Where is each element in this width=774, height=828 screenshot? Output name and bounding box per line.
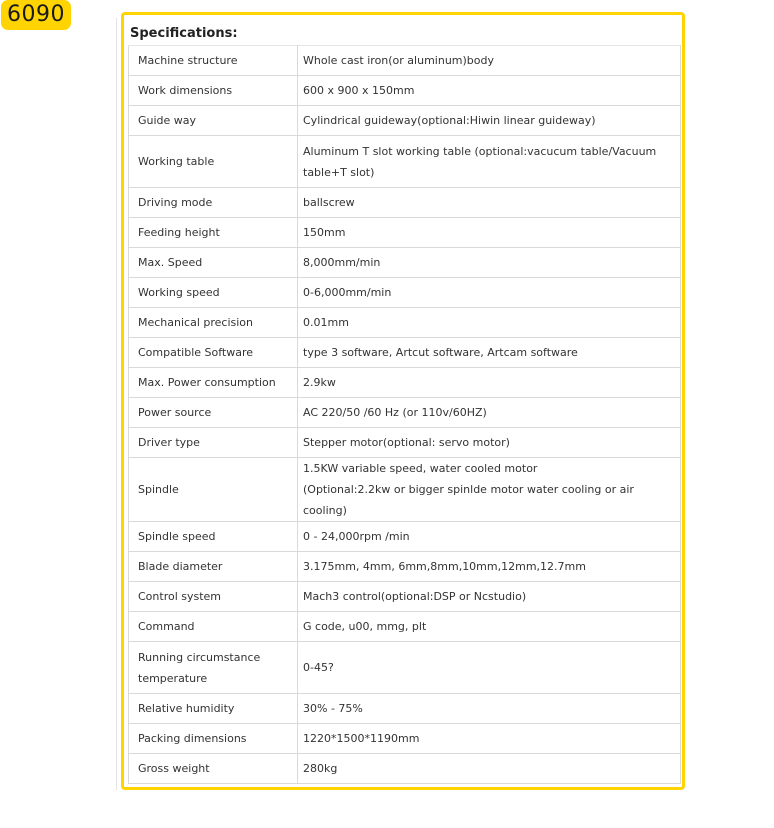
specifications-title: Specifications: bbox=[130, 26, 238, 41]
spec-value: type 3 software, Artcut software, Artcam software bbox=[298, 338, 681, 368]
spec-value: AC 220/50 /60 Hz (or 110v/60HZ) bbox=[298, 398, 681, 428]
spec-row-max-speed bbox=[129, 248, 681, 278]
spec-label: Spindle speed bbox=[129, 522, 298, 552]
spec-row-running-temperature bbox=[129, 642, 681, 694]
spec-label: Mechanical precision bbox=[129, 308, 298, 338]
spec-value: 2.9kw bbox=[298, 368, 681, 398]
spec-row-feeding-height bbox=[129, 218, 681, 248]
spec-label: Command bbox=[129, 612, 298, 642]
spec-label: Spindle bbox=[129, 458, 298, 522]
spec-value-line-2: (Optional:2.2kw or bigger spinlde motor water cooling or air cooling) bbox=[303, 483, 634, 517]
spec-value: G code, u00, mmg, plt bbox=[298, 612, 681, 642]
spec-value: 0-6,000mm/min bbox=[298, 278, 681, 308]
spec-label: Packing dimensions bbox=[129, 724, 298, 754]
spec-row-mechanical-precision bbox=[129, 308, 681, 338]
spec-row-working-speed bbox=[129, 278, 681, 308]
spec-value: ballscrew bbox=[298, 188, 681, 218]
spec-value-line-1: 1.5KW variable speed, water cooled motor bbox=[303, 462, 538, 475]
spec-row-max-power-consumption bbox=[129, 368, 681, 398]
spec-row-spindle bbox=[129, 458, 681, 522]
spec-label: Gross weight bbox=[129, 754, 298, 784]
spec-label: Driving mode bbox=[129, 188, 298, 218]
spec-value: Stepper motor(optional: servo motor) bbox=[298, 428, 681, 458]
spec-value: 600 x 900 x 150mm bbox=[298, 76, 681, 106]
spec-label: Control system bbox=[129, 582, 298, 612]
spec-row-control-system bbox=[129, 582, 681, 612]
spec-row-guide-way bbox=[129, 106, 681, 136]
spec-value: 0 - 24,000rpm /min bbox=[298, 522, 681, 552]
spec-value: Cylindrical guideway(optional:Hiwin linear guideway) bbox=[298, 106, 681, 136]
spec-value bbox=[298, 458, 681, 522]
spec-value: 280kg bbox=[298, 754, 681, 784]
spec-value: 0.01mm bbox=[298, 308, 681, 338]
left-divider bbox=[116, 18, 117, 790]
spec-value: Aluminum T slot working table (optional:vacucum table/Vacuum table+T slot) bbox=[298, 136, 681, 188]
spec-row-working-table bbox=[129, 136, 681, 188]
spec-row-machine-structure bbox=[129, 46, 681, 76]
spec-row-spindle-speed bbox=[129, 522, 681, 552]
spec-label: Driver type bbox=[129, 428, 298, 458]
spec-value: 150mm bbox=[298, 218, 681, 248]
spec-row-packing-dimensions bbox=[129, 724, 681, 754]
specifications-panel bbox=[121, 12, 685, 790]
spec-row-work-dimensions bbox=[129, 76, 681, 106]
spec-value: 3.175mm, 4mm, 6mm,8mm,10mm,12mm,12.7mm bbox=[298, 552, 681, 582]
spec-value: Whole cast iron(or aluminum)body bbox=[298, 46, 681, 76]
spec-label: Blade diameter bbox=[129, 552, 298, 582]
spec-row-compatible-software bbox=[129, 338, 681, 368]
spec-label: Relative humidity bbox=[129, 694, 298, 724]
spec-row-command bbox=[129, 612, 681, 642]
spec-label: Max. Speed bbox=[129, 248, 298, 278]
spec-label: Working speed bbox=[129, 278, 298, 308]
spec-value: 8,000mm/min bbox=[298, 248, 681, 278]
spec-label: Feeding height bbox=[129, 218, 298, 248]
spec-row-power-source bbox=[129, 398, 681, 428]
spec-label: Machine structure bbox=[129, 46, 298, 76]
spec-value: 30% - 75% bbox=[298, 694, 681, 724]
specifications-table bbox=[128, 45, 681, 784]
spec-row-relative-humidity bbox=[129, 694, 681, 724]
spec-row-blade-diameter bbox=[129, 552, 681, 582]
spec-label: Power source bbox=[129, 398, 298, 428]
spec-label: Guide way bbox=[129, 106, 298, 136]
spec-value: 1220*1500*1190mm bbox=[298, 724, 681, 754]
spec-value: 0-45? bbox=[298, 642, 681, 694]
spec-label: Compatible Software bbox=[129, 338, 298, 368]
spec-label: Working table bbox=[129, 136, 298, 188]
spec-label: Running circumstance temperature bbox=[129, 642, 298, 694]
spec-row-driver-type bbox=[129, 428, 681, 458]
spec-label: Max. Power consumption bbox=[129, 368, 298, 398]
spec-label: Work dimensions bbox=[129, 76, 298, 106]
spec-row-gross-weight bbox=[129, 754, 681, 784]
spec-value: Mach3 control(optional:DSP or Ncstudio) bbox=[298, 582, 681, 612]
model-badge: 6090 bbox=[1, 0, 71, 30]
spec-row-driving-mode bbox=[129, 188, 681, 218]
